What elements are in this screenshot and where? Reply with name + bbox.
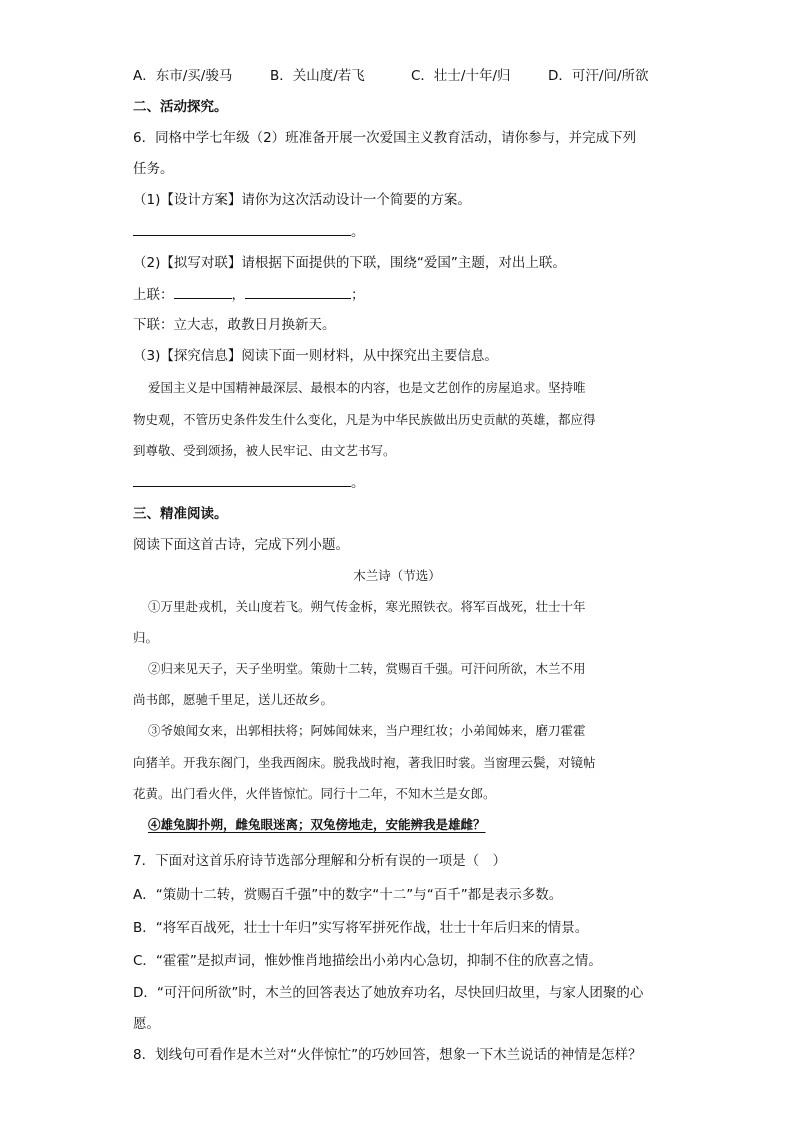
- material-line3: 到尊敬、受到颂扬，被人民牢记、由文艺书写。: [133, 443, 396, 458]
- poem-title: 木兰诗（节选）: [353, 568, 441, 583]
- poem-p1-line2: 归。: [133, 630, 159, 645]
- q7-option-a: A．“策勋十二转，赏赐百千强”中的数字“十二”与“百千”都是表示多数。: [133, 887, 563, 903]
- section2-heading: 二、活动探究。: [133, 99, 228, 115]
- poem-p2-line2: 尚书郎，愿驰千里足，送儿还故乡。: [133, 692, 334, 707]
- shanglian-blank-2[interactable]: [245, 284, 351, 299]
- q7-option-c: C．“霍霍”是拟声词，惟妙惟肖地描绘出小弟内心急切，抑制不住的欣喜之情。: [133, 953, 602, 969]
- poem-p3-line2: 向猪羊。开我东阁门，坐我西阁床。脱我战时袍，著我旧时裳。当窗理云鬓，对镜帖: [133, 755, 596, 770]
- shanglian-label: 上联：: [133, 287, 174, 303]
- poem-p3-line1: ③爷娘闻女来，出郭相扶将；阿姊闻妹来，当户理红妆；小弟闻姊来，磨刀霍霍: [148, 723, 586, 738]
- poem-p3-line3: 花黄。出门看火伴，火伴皆惊忙。同行十二年，不知木兰是女郎。: [133, 786, 496, 801]
- section3-heading: 三、精准阅读。: [133, 506, 228, 522]
- poem-p1-line1: ①万里赴戎机，关山度若飞。朔气传金柝，寒光照铁衣。将军百战死，壮士十年: [148, 599, 586, 614]
- q6-sub1-answer: [133, 221, 365, 242]
- shanglian-line: [133, 284, 365, 305]
- material-line2: 物史观，不管历史条件发生什么变化，凡是为中华民族做出历史贡献的英雄，都应得: [133, 412, 596, 427]
- q6-sub2: （2)【拟写对联】请根据下面提供的下联，围绕“爱国”主题，对出上联。: [133, 255, 566, 271]
- q6-sub1: （1)【设计方案】请你为这次活动设计一个简要的方案。: [133, 192, 471, 208]
- period: 。: [351, 224, 365, 240]
- q5-option-a: A．东市/买/骏马: [133, 68, 233, 84]
- q7-option-d-line2: 愿。: [133, 1016, 160, 1032]
- q5-option-d: D．可汗/问/所欲: [548, 68, 649, 84]
- shanglian-blank-1[interactable]: [174, 284, 232, 299]
- q6-stem-line1: 6．同格中学七年级（2）班准备开展一次爱国主义教育活动，请你参与，并完成下列: [133, 130, 637, 146]
- poem-p4-underlined: ④雄兔脚扑朔，雌兔眼迷离；双兔傍地走，安能辨我是雄雌？: [148, 817, 486, 832]
- answer-blank[interactable]: [133, 472, 351, 487]
- q5-option-c: C．壮士/十年/归: [411, 68, 511, 84]
- q6-stem-line2: 任务。: [133, 161, 174, 177]
- q7-option-d-line1: D．“可汗问所欲”时，木兰的回答表达了她放弃功名，尽快回归故里，与家人团聚的心: [133, 985, 644, 1001]
- q6-sub3-answer: [133, 472, 365, 493]
- period: 。: [351, 475, 365, 491]
- material-line1: 爱国主义是中国精神最深层、最根本的内容，也是文艺创作的房屋追求。坚持唯: [148, 380, 586, 395]
- q8-stem: 8．划线句可看作是木兰对“火伴惊忙”的巧妙回答，想象一下木兰说话的神情是怎样？: [133, 1047, 642, 1063]
- poem-p2-line1: ②归来见天子，天子坐明堂。策勋十二转，赏赐百千强。可汗问所欲，木兰不用: [148, 661, 586, 676]
- q5-option-b: B．关山度/若飞: [270, 68, 365, 84]
- section3-intro: 阅读下面这首古诗，完成下列小题。: [133, 537, 349, 553]
- answer-blank[interactable]: [133, 221, 351, 236]
- xialian-line: 下联：立大志，敢教日月换新天。: [133, 317, 336, 333]
- q7-option-b: B．“将军百战死，壮士十年归”实写将军拼死作战，壮士十年后归来的情景。: [133, 920, 589, 936]
- q6-sub3: （3)【探究信息】阅读下面一则材料，从中探究出主要信息。: [133, 348, 498, 364]
- semicolon: ；: [351, 287, 365, 303]
- q7-stem: 7．下面对这首乐府诗节选部分理解和分析有误的一项是（ ）: [133, 853, 507, 869]
- comma: ，: [231, 287, 245, 303]
